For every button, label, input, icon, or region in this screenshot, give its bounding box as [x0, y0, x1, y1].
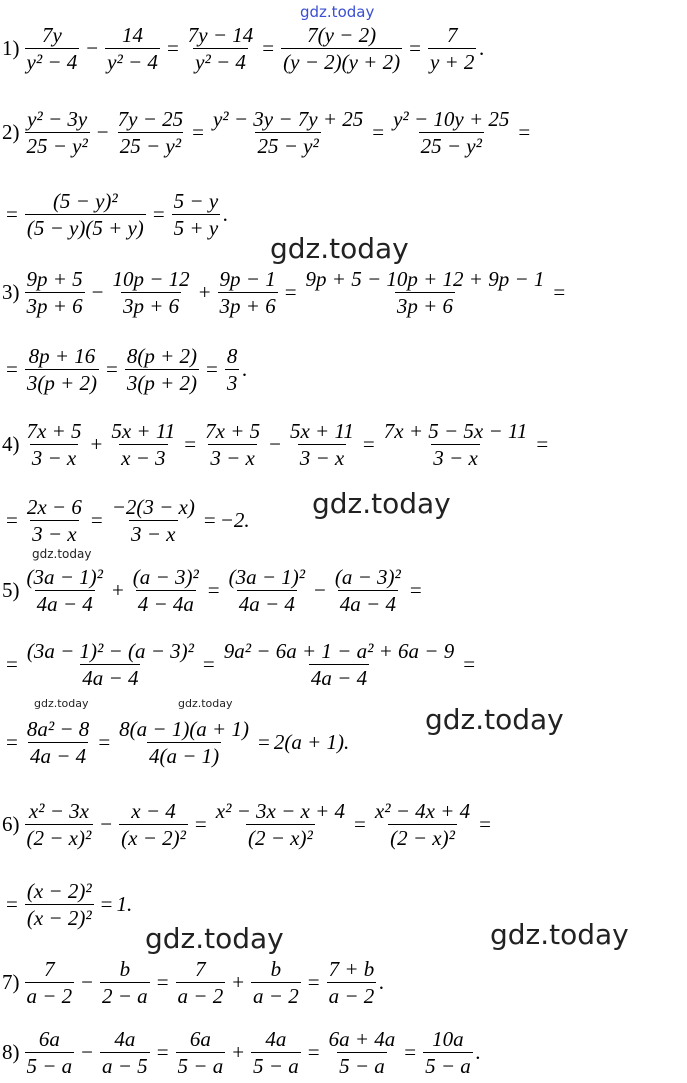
numerator: 6a: [38, 1027, 60, 1051]
fraction: [382, 420, 530, 469]
operator: =: [106, 357, 118, 382]
fraction: [119, 800, 188, 849]
operator: =: [156, 970, 169, 995]
fraction: [100, 958, 150, 1007]
fraction: [25, 496, 84, 545]
denominator: 3p + 6: [219, 294, 276, 319]
denominator: 5 + y: [173, 216, 219, 241]
fraction: [251, 1028, 301, 1077]
fraction: [25, 108, 90, 157]
equation-line-3b: [2, 345, 248, 394]
operator: =: [192, 120, 204, 145]
numerator: 7y: [41, 23, 62, 47]
watermark: gdz.today: [425, 703, 564, 736]
fraction: [423, 1028, 473, 1077]
equation-line-4b: [2, 496, 250, 545]
denominator: 3(p + 2): [26, 371, 98, 396]
operator: =: [156, 1040, 169, 1065]
fraction: [131, 566, 201, 615]
numerator: 8a² − 8: [26, 717, 90, 741]
denominator: 4(a − 1): [148, 744, 220, 769]
result: 1.: [116, 892, 133, 917]
operator: =: [98, 730, 111, 755]
numerator: 8p + 16: [28, 344, 96, 368]
equation-line-5: [2, 566, 426, 615]
numerator: 9p + 5 − 10p + 12 + 9p − 1: [305, 267, 545, 291]
denominator: 5 − a: [425, 1054, 471, 1079]
denominator: a − 5: [102, 1054, 148, 1079]
fraction: [176, 958, 226, 1007]
denominator: 5 − a: [253, 1054, 299, 1079]
numerator: 7x + 5: [205, 419, 261, 443]
denominator: 3 − x: [299, 446, 345, 471]
denominator: (2 − x)²: [390, 826, 455, 851]
operator: =: [536, 432, 549, 457]
denominator: 3 − x: [31, 446, 77, 471]
watermark: gdz.today: [34, 697, 89, 710]
numerator: x − 4: [131, 799, 176, 823]
operator: =: [307, 1040, 320, 1065]
fraction: [116, 108, 186, 157]
fraction: [25, 190, 146, 239]
equation-line-4: [2, 420, 552, 469]
denominator: 3p + 6: [26, 294, 83, 319]
fraction: [428, 24, 477, 73]
denominator: 3 − x: [131, 522, 176, 547]
numerator: x² − 4x + 4: [374, 799, 471, 823]
numerator: 8(a − 1)(a + 1): [119, 717, 249, 741]
result: −2.: [219, 508, 250, 533]
numerator: 7 + b: [328, 957, 375, 981]
period: .: [223, 202, 229, 227]
problem-number: 8): [2, 1040, 20, 1065]
fraction: [288, 420, 356, 469]
numerator: 4a: [114, 1027, 136, 1051]
numerator: x² − 3x: [28, 799, 89, 823]
numerator: 7: [446, 23, 458, 47]
numerator: 2x − 6: [26, 495, 82, 519]
denominator: 4a − 4: [82, 666, 139, 691]
denominator: y² − 4: [26, 50, 78, 75]
operator: =: [6, 508, 18, 533]
denominator: 3 − x: [32, 522, 77, 547]
operator: =: [202, 652, 215, 677]
operator: =: [257, 730, 270, 755]
numerator: b: [270, 957, 282, 981]
numerator: 5 − y: [173, 189, 219, 213]
numerator: y² − 10y + 25: [393, 107, 510, 131]
operator: =: [409, 36, 421, 61]
numerator: 7: [195, 957, 206, 981]
fraction: [25, 880, 94, 929]
period: .: [479, 36, 485, 61]
operator: =: [100, 892, 113, 917]
numerator: (3a − 1)² − (a − 3)²: [26, 639, 194, 663]
fraction: [100, 1028, 150, 1077]
denominator: x − 3: [121, 446, 166, 471]
numerator: 7y − 14: [187, 23, 254, 47]
operator: =: [6, 730, 18, 755]
denominator: 4 − 4a: [137, 592, 194, 617]
fraction: [222, 640, 456, 689]
fraction: [25, 24, 80, 73]
fraction: [304, 268, 547, 317]
denominator: 5 − a: [339, 1054, 385, 1079]
fraction: [111, 268, 192, 317]
denominator: 5 − a: [26, 1054, 73, 1079]
operator: =: [6, 357, 18, 382]
operator: +: [232, 1040, 245, 1065]
numerator: 7: [44, 957, 55, 981]
operator: −: [86, 36, 99, 61]
denominator: a − 2: [328, 984, 375, 1009]
fraction: [211, 108, 365, 157]
fraction: [25, 566, 105, 615]
denominator: 5 − a: [177, 1054, 224, 1079]
numerator: 9a² − 6a + 1 − a² + 6a − 9: [223, 639, 455, 663]
operator: =: [6, 652, 18, 677]
denominator: 25 − y²: [420, 134, 482, 159]
numerator: 4a: [265, 1027, 287, 1051]
denominator: 4a − 4: [36, 592, 93, 617]
denominator: (x − 2)²: [121, 826, 186, 851]
numerator: 7x + 5 − 5x − 11: [383, 419, 528, 443]
operator: −: [314, 578, 326, 603]
operator: =: [518, 120, 531, 145]
denominator: 3p + 6: [396, 294, 454, 319]
equation-line-2: [2, 108, 534, 157]
numerator: 7x + 5: [26, 419, 82, 443]
watermark: gdz.today: [178, 697, 233, 710]
period: .: [475, 1040, 481, 1065]
watermark: gdz.today: [312, 487, 451, 520]
denominator: 3: [226, 371, 238, 396]
fraction: [227, 566, 307, 615]
equation-line-7: [2, 958, 384, 1007]
fraction: [125, 345, 199, 394]
denominator: a − 2: [26, 984, 73, 1009]
operator: −: [81, 970, 94, 995]
numerator: −2(3 − x): [111, 495, 195, 519]
numerator: x² − 3x − x + 4: [215, 799, 346, 823]
operator: +: [198, 280, 211, 305]
fraction: [225, 345, 240, 394]
denominator: a − 2: [253, 984, 299, 1009]
watermark-top: gdz.today: [300, 3, 375, 21]
equation-line-5c: [2, 718, 349, 767]
denominator: 3 − x: [210, 446, 255, 471]
equation-line-6: [2, 800, 495, 849]
numerator: y² − 3y − 7y + 25: [212, 107, 364, 131]
numerator: b: [119, 957, 131, 981]
fraction: [327, 958, 377, 1007]
denominator: 4a − 4: [339, 592, 396, 617]
operator: =: [372, 120, 385, 145]
result: 2(a + 1).: [273, 730, 350, 755]
denominator: y² − 4: [107, 50, 158, 75]
operator: =: [262, 36, 275, 61]
equation-line-8: [2, 1028, 481, 1077]
watermark: gdz.today: [270, 232, 409, 265]
equation-line-5b: [2, 640, 479, 689]
denominator: 4a − 4: [29, 744, 87, 769]
problem-number: 6): [2, 812, 20, 837]
problem-number: 1): [2, 36, 20, 61]
operator: =: [194, 812, 207, 837]
numerator: 8(p + 2): [126, 344, 198, 368]
equation-line-6b: [2, 880, 132, 929]
fraction: [186, 24, 256, 73]
operator: =: [553, 280, 566, 305]
numerator: 7y − 25: [117, 107, 184, 131]
denominator: (2 − x)²: [248, 826, 313, 851]
fraction: [176, 1028, 226, 1077]
numerator: 8: [226, 344, 238, 368]
operator: −: [100, 812, 113, 837]
operator: +: [111, 578, 124, 603]
numerator: 6a: [189, 1027, 211, 1051]
operator: =: [90, 508, 103, 533]
operator: =: [362, 432, 375, 457]
problem-number: 3): [2, 280, 20, 305]
numerator: 6a + 4a: [328, 1027, 396, 1051]
numerator: (a − 3)²: [334, 565, 401, 589]
denominator: 4a − 4: [310, 666, 368, 691]
numerator: 9p + 5: [26, 267, 83, 291]
denominator: (y − 2)(y + 2): [283, 50, 401, 75]
equation-line-3: [2, 268, 569, 317]
numerator: 14: [122, 23, 144, 47]
operator: =: [203, 508, 216, 533]
fraction: [203, 420, 262, 469]
operator: +: [90, 432, 103, 457]
numerator: 7(y − 2): [307, 23, 377, 47]
denominator: 4a − 4: [238, 592, 295, 617]
numerator: y² − 3y: [27, 107, 88, 131]
fraction: [109, 420, 177, 469]
operator: =: [207, 578, 220, 603]
fraction: [172, 190, 221, 239]
operator: −: [81, 1040, 94, 1065]
problem-number: 2): [2, 120, 20, 145]
denominator: (2 − x)²: [26, 826, 92, 851]
problem-number: 5): [2, 578, 20, 603]
denominator: 2 − a: [102, 984, 148, 1009]
numerator: 5x + 11: [289, 419, 354, 443]
equation-line-1: [2, 24, 485, 73]
problem-number: 7): [2, 970, 20, 995]
operator: =: [6, 202, 18, 227]
fraction: [214, 800, 347, 849]
operator: =: [206, 357, 218, 382]
operator: =: [409, 578, 422, 603]
fraction: [25, 420, 84, 469]
equation-line-2b: [2, 190, 228, 239]
fraction: [333, 566, 403, 615]
fraction: [25, 268, 85, 317]
fraction: [25, 958, 75, 1007]
denominator: y + 2: [429, 50, 475, 75]
operator: −: [96, 120, 109, 145]
fraction: [25, 800, 94, 849]
operator: =: [463, 652, 476, 677]
denominator: a − 2: [177, 984, 224, 1009]
numerator: (x − 2)²: [26, 879, 92, 903]
numerator: 10p − 12: [112, 267, 190, 291]
denominator: (x − 2)²: [26, 906, 92, 931]
operator: =: [184, 432, 197, 457]
numerator: (3a − 1)²: [26, 565, 103, 589]
fraction: [251, 958, 301, 1007]
numerator: 9p − 1: [219, 267, 276, 291]
denominator: 3 − x: [433, 446, 478, 471]
operator: =: [166, 36, 179, 61]
fraction: [25, 718, 91, 767]
denominator: 25 − y²: [26, 134, 88, 159]
numerator: (5 − y)²: [52, 189, 118, 213]
fraction: [218, 268, 278, 317]
denominator: y² − 4: [195, 50, 246, 75]
period: .: [379, 970, 385, 995]
operator: −: [91, 280, 104, 305]
fraction: [373, 800, 472, 849]
operator: =: [6, 892, 18, 917]
operator: +: [232, 970, 245, 995]
fraction: [25, 640, 196, 689]
operator: =: [284, 280, 297, 305]
numerator: 10a: [432, 1027, 464, 1051]
fraction: [327, 1028, 398, 1077]
operator: =: [354, 812, 366, 837]
fraction: [25, 1028, 75, 1077]
problem-number: 4): [2, 432, 20, 457]
denominator: 3(p + 2): [126, 371, 198, 396]
denominator: 3p + 6: [123, 294, 180, 319]
denominator: 25 − y²: [119, 134, 182, 159]
denominator: (5 − y)(5 + y): [26, 216, 144, 241]
numerator: 5x + 11: [111, 419, 176, 443]
period: .: [242, 357, 248, 382]
fraction: [110, 496, 197, 545]
fraction: [105, 24, 160, 73]
operator: =: [404, 1040, 417, 1065]
numerator: (3a − 1)²: [228, 565, 306, 589]
fraction: [391, 108, 511, 157]
numerator: (a − 3)²: [132, 565, 199, 589]
operator: =: [152, 202, 165, 227]
fraction: [117, 718, 251, 767]
operator: =: [307, 970, 320, 995]
fraction: [281, 24, 402, 73]
watermark: gdz.today: [490, 918, 629, 951]
operator: −: [269, 432, 281, 457]
denominator: 25 − y²: [257, 134, 319, 159]
watermark: gdz.today: [145, 922, 284, 955]
watermark: gdz.today: [32, 547, 92, 561]
operator: =: [479, 812, 491, 837]
fraction: [25, 345, 99, 394]
